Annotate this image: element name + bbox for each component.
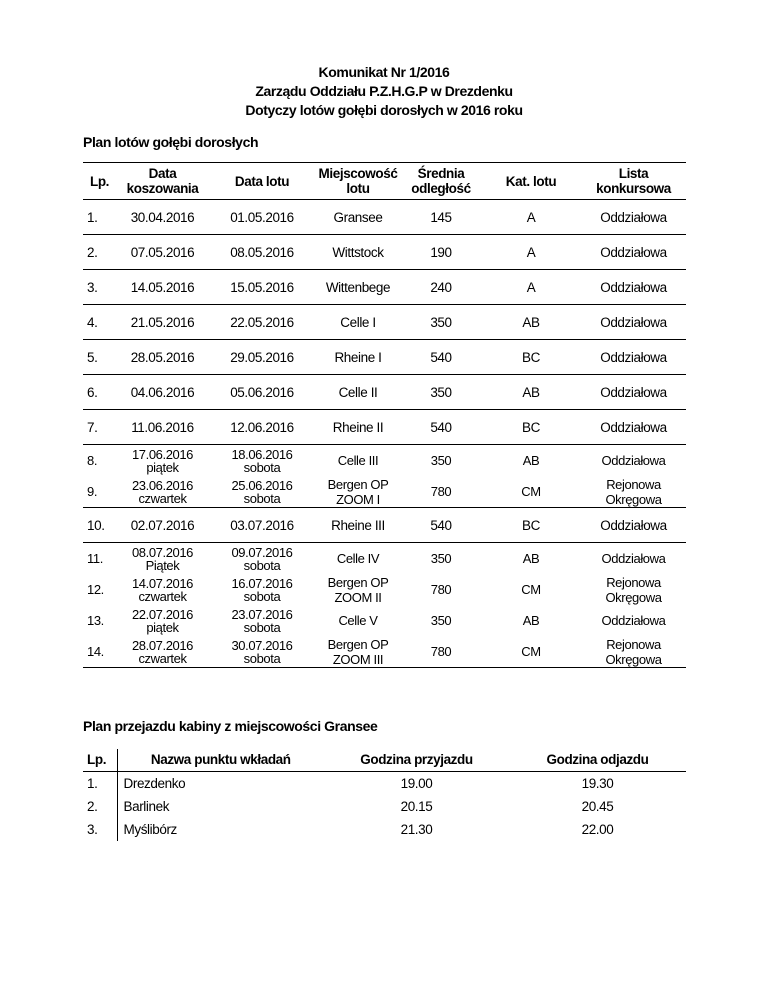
flight-category-text: CM [521,644,541,659]
flight-date-text: 09.07.2016 [231,544,293,560]
flight-date [209,340,315,375]
flight-basket-date-text: 28.05.2016 [130,349,195,365]
flight-category-text: CM [521,582,541,597]
cabin-col-lp: Lp. [83,749,117,772]
flight-date-text: 16.07.2016 [231,575,293,591]
flight-row [83,574,686,605]
flight-list [581,445,686,477]
flight-list-text: Rejonowa Okręgowa [605,476,662,507]
flight-list-text: Oddziałowa [600,419,667,435]
flight-date-text: 03.07.2016 [230,517,294,533]
flight-category [481,340,581,375]
flight-list [581,605,686,636]
flight-row [83,235,686,270]
flight-date [209,200,315,235]
flight-distance-text: 190 [430,244,452,260]
flight-basket-date [116,605,209,636]
flight-category-text: AB [522,453,540,468]
flight-place [315,375,401,410]
flight-distance-text: 350 [430,613,452,628]
flight-basket-date-text: 30.04.2016 [130,209,195,225]
flight-lp [83,410,116,445]
flight-basket-date-text: 11.06.2016 [131,419,194,435]
flights-header-row [83,163,686,200]
flight-date [209,574,315,605]
flight-list-text: Rejonowa Okręgowa [605,574,662,605]
flight-basket-date-text: 14.07.2016 [131,575,194,591]
document-title [0,63,768,120]
flight-distance [401,410,481,445]
flight-list [581,543,686,575]
cabin-col-depart: Godzina odjazdu [509,749,686,772]
flight-place [315,508,401,543]
flight-date [209,305,315,340]
flight-date-text: 30.07.2016 [231,637,293,653]
flight-list-text: Oddziałowa [600,244,667,260]
flight-lp-text: 5. [87,349,98,365]
flight-distance-text: 350 [430,384,452,400]
flight-place-text: Bergen OP ZOOM III [327,636,389,667]
flight-distance-text: 350 [430,453,452,468]
flight-date-text: 23.07.2016 [231,606,293,622]
flight-place-text: Gransee [333,209,383,225]
flight-basket-date [116,410,209,445]
flight-row [83,340,686,375]
flight-basket-date [116,636,209,668]
flight-date-weekday: sobota [243,490,281,506]
flight-distance [401,605,481,636]
flight-lp [83,235,116,270]
flight-lp-text: 11. [87,551,103,566]
flight-category-text: A [526,279,536,295]
flight-place [315,574,401,605]
flight-place-text: Rheine I [334,349,382,365]
flight-distance [401,445,481,477]
flight-category-text: AB [522,384,540,400]
flight-date [209,636,315,668]
flight-category-text: A [526,244,536,260]
flight-row [83,445,686,477]
flight-distance [401,200,481,235]
flight-lp-text: 10. [87,517,105,533]
flight-category-text: BC [522,419,540,435]
flight-distance-text: 350 [430,314,452,330]
flight-list [581,574,686,605]
cabin-arrive: 19.00 [400,775,433,791]
cabin-depart: 22.00 [581,821,614,837]
flight-date [209,508,315,543]
flight-date-weekday: sobota [243,588,281,604]
flight-distance [401,340,481,375]
flight-lp-text: 9. [87,484,98,499]
flight-date-text: 25.06.2016 [231,477,293,493]
flight-category-text: A [526,209,536,225]
flight-place [315,476,401,508]
flight-category-text: BC [522,517,540,533]
flight-place-text: Bergen OP ZOOM I [327,476,389,507]
flight-place [315,200,401,235]
flight-list-text: Oddziałowa [600,384,667,400]
flight-distance-text: 540 [430,349,452,365]
flight-row [83,508,686,543]
flight-date-text: 18.06.2016 [231,446,293,462]
cabin-arrive: 20.15 [400,798,433,814]
cabin-point-name: Barlinek [123,798,170,814]
flight-list-text: Oddziałowa [601,551,666,566]
flight-distance [401,375,481,410]
flight-distance-text: 240 [430,279,452,295]
title-line-1: Komunikat Nr 1/2016 [318,64,450,80]
flight-list [581,508,686,543]
flight-basket-date [116,375,209,410]
flight-category [481,235,581,270]
flight-list-text: Oddziałowa [600,517,667,533]
flight-place [315,235,401,270]
flight-lp [83,574,116,605]
flight-basket-date-text: 14.05.2016 [130,279,195,295]
flight-list-text: Oddziałowa [600,279,667,295]
flight-basket-date [116,543,209,575]
flight-distance [401,543,481,575]
flight-distance [401,235,481,270]
flight-date [209,543,315,575]
flight-distance-text: 350 [430,551,452,566]
flight-place [315,636,401,668]
flight-list-text: Oddziałowa [600,349,667,365]
flight-category-text: CM [521,484,541,499]
cabin-point-name: Myślibórz [123,821,177,837]
flight-basket-date [116,445,209,477]
flight-list [581,340,686,375]
flight-basket-date-weekday: Piątek [145,557,180,573]
flight-list [581,375,686,410]
flight-list-text: Oddziałowa [600,209,667,225]
flight-basket-date [116,235,209,270]
flight-distance [401,270,481,305]
flight-lp-text: 7. [87,419,98,435]
cabin-table [83,749,686,841]
flight-place [315,445,401,477]
flight-place-text: Celle III [337,453,379,468]
cabin-depart: 20.45 [581,798,614,814]
flight-date-text: 15.05.2016 [230,279,294,295]
flight-date-text: 12.06.2016 [230,419,294,435]
flight-date [209,605,315,636]
cabin-row [83,772,686,796]
flight-lp-text: 2. [87,244,98,260]
col-place: Miejscowość lotu [315,163,401,200]
flight-basket-date [116,305,209,340]
flight-basket-date [116,508,209,543]
flight-basket-date-text: 02.07.2016 [130,517,195,533]
flight-category [481,636,581,668]
flight-distance-text: 780 [430,582,452,597]
flight-row [83,543,686,575]
col-category: Kat. lotu [481,163,581,200]
flight-list [581,636,686,668]
flight-row [83,476,686,508]
flight-lp [83,340,116,375]
cabin-row [83,818,686,841]
flight-row [83,410,686,445]
flight-place-text: Celle I [340,314,376,330]
flight-basket-date-text: 22.07.2016 [131,606,194,622]
flight-basket-date [116,200,209,235]
flight-list [581,270,686,305]
flight-list-text: Oddziałowa [601,453,666,468]
flight-category-text: AB [522,314,540,330]
flight-category [481,543,581,575]
flight-place [315,305,401,340]
col-list: Lista konkursowa [581,163,686,200]
flight-place-text: Rheine II [332,419,384,435]
flight-row [83,375,686,410]
flight-date-text: 08.05.2016 [230,244,294,260]
flight-basket-date-text: 04.06.2016 [130,384,195,400]
flight-date-text: 29.05.2016 [230,349,294,365]
flight-basket-date-weekday: czwartek [138,490,187,506]
title-line-3: Dotyczy lotów gołębi dorosłych w 2016 roku [245,102,523,118]
flight-lp [83,636,116,668]
cabin-lp: 1. [83,772,117,796]
flight-place-text: Celle V [338,613,378,628]
flight-category [481,305,581,340]
flight-list [581,235,686,270]
flight-place-text: Wittenbege [325,279,391,295]
flight-date [209,235,315,270]
flight-lp-text: 6. [87,384,98,400]
flight-basket-date-weekday: czwartek [138,588,187,604]
col-flight-date: Data lotu [209,163,315,200]
flight-lp-text: 8. [87,453,98,468]
flight-date-text: 01.05.2016 [230,209,294,225]
flight-category [481,410,581,445]
flight-category-text: AB [522,613,540,628]
flight-distance-text: 540 [430,419,452,435]
flight-basket-date [116,574,209,605]
cabin-header-row [83,749,686,772]
flight-row [83,305,686,340]
flight-date [209,476,315,508]
cabin-row [83,795,686,818]
flight-date [209,410,315,445]
flight-list [581,476,686,508]
flight-place [315,270,401,305]
flight-basket-date [116,340,209,375]
flight-distance [401,305,481,340]
flight-list-text: Oddziałowa [601,613,666,628]
flight-date [209,375,315,410]
cabin-point-name: Drezdenko [123,775,186,791]
cabin-col-arrive: Godzina przyjazdu [324,749,509,772]
flight-row [83,270,686,305]
flight-category [481,200,581,235]
flight-place-text: Celle II [338,384,378,400]
flight-category [481,445,581,477]
flight-place [315,543,401,575]
flight-basket-date [116,270,209,305]
flight-place [315,605,401,636]
flight-lp-text: 1. [87,209,98,225]
cabin-lp: 3. [83,818,117,841]
cabin-col-name: Nazwa punktu wkładań [117,749,324,772]
flight-lp [83,476,116,508]
flight-distance-text: 780 [430,644,452,659]
col-basket-date: Data koszowania [116,163,209,200]
flight-date-weekday: sobota [243,557,281,573]
flight-category [481,375,581,410]
flight-category [481,508,581,543]
flight-place [315,340,401,375]
flight-lp-text: 13. [87,613,104,628]
cabin-depart: 19.30 [581,775,614,791]
flight-category [481,270,581,305]
flight-category [481,574,581,605]
flight-row [83,200,686,235]
flight-lp [83,543,116,575]
flight-lp-text: 12. [87,582,104,597]
flight-basket-date [116,476,209,508]
flight-row [83,636,686,668]
flight-place [315,410,401,445]
flights-heading: Plan lotów gołębi dorosłych [83,134,259,150]
flight-basket-date-text: 23.06.2016 [131,477,194,493]
flight-lp-text: 4. [87,314,98,330]
flight-distance [401,574,481,605]
flight-category [481,605,581,636]
flight-list-text: Oddziałowa [600,314,667,330]
flight-basket-date-text: 17.06.2016 [131,446,194,462]
title-line-2: Zarządu Oddziału P.Z.H.G.P w Drezdenku [255,83,513,99]
flight-basket-date-weekday: piątek [146,459,179,475]
flight-lp-text: 14. [87,644,104,659]
flight-category-text: BC [522,349,540,365]
flight-lp [83,200,116,235]
cabin-lp: 2. [83,795,117,818]
flight-place-text: Bergen OP ZOOM II [327,574,389,605]
flight-distance-text: 780 [430,484,452,499]
flight-date-weekday: sobota [243,619,281,635]
flight-distance [401,508,481,543]
flights-table [83,162,686,668]
flight-basket-date-text: 07.05.2016 [130,244,195,260]
flight-date-weekday: sobota [243,459,281,475]
flight-date-text: 05.06.2016 [230,384,294,400]
flight-distance [401,636,481,668]
cabin-heading: Plan przejazdu kabiny z miejscowości Gransee [83,718,378,734]
flight-basket-date-text: 08.07.2016 [131,544,194,560]
flight-list [581,200,686,235]
flight-basket-date-text: 28.07.2016 [131,637,194,653]
flight-place-text: Wittstock [332,244,384,260]
flight-basket-date-weekday: piątek [146,619,179,635]
flight-date [209,270,315,305]
cabin-arrive: 21.30 [400,821,433,837]
flight-lp [83,605,116,636]
flight-lp [83,270,116,305]
flight-distance-text: 145 [430,209,452,225]
flight-list-text: Rejonowa Okręgowa [605,636,662,667]
flight-category-text: AB [522,551,540,566]
flight-category [481,476,581,508]
flight-place-text: Celle IV [336,551,380,566]
flight-lp [83,375,116,410]
flight-date-text: 22.05.2016 [230,314,294,330]
flight-distance-text: 540 [430,517,452,533]
flight-date-weekday: sobota [243,650,281,666]
flight-list [581,410,686,445]
flight-lp-text: 3. [87,279,98,295]
flight-place-text: Rheine III [331,517,385,533]
flight-list [581,305,686,340]
flight-date [209,445,315,477]
col-lp: Lp. [83,163,116,200]
flight-lp [83,445,116,477]
flight-basket-date-text: 21.05.2016 [130,314,195,330]
flight-row [83,605,686,636]
col-distance: Średnia odległość [401,163,481,200]
flight-lp [83,508,116,543]
flight-distance [401,476,481,508]
flight-lp [83,305,116,340]
flight-basket-date-weekday: czwartek [138,650,187,666]
